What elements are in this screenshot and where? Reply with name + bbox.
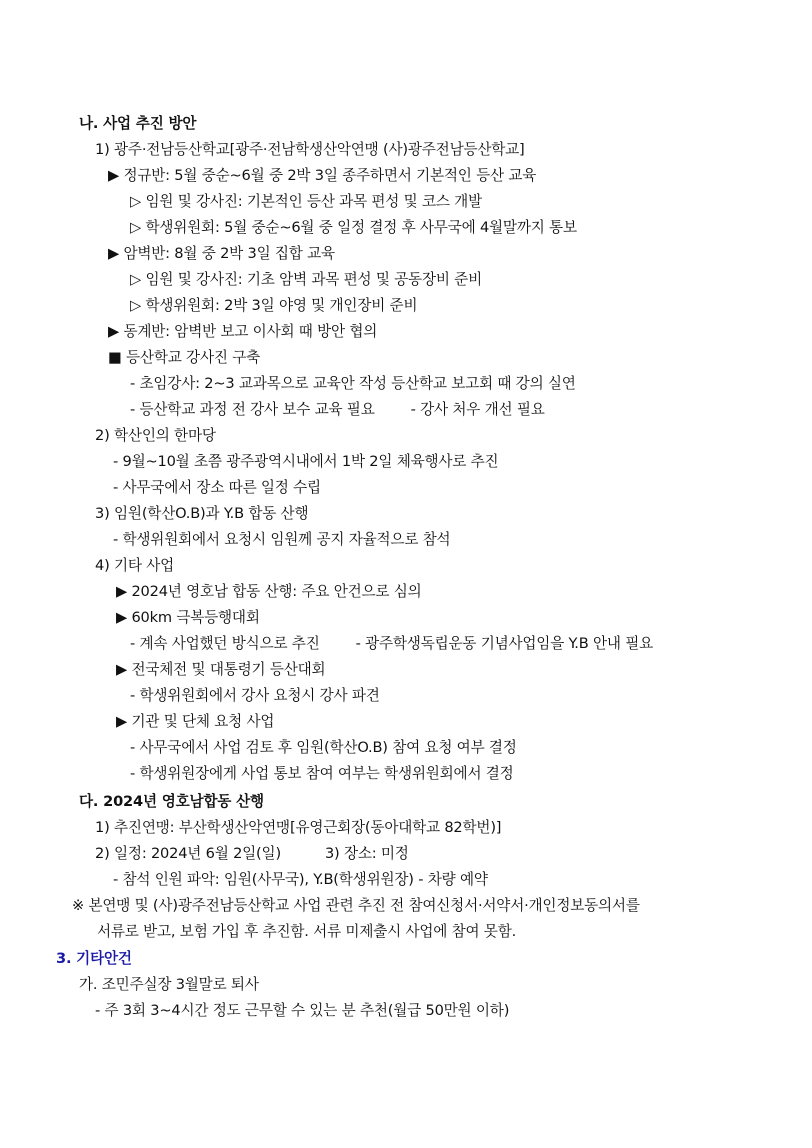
section-3-ga: 가. 조민주실장 3월말로 퇴사 [79, 976, 259, 993]
da-sub1: - 참석 인원 파악: 임원(사무국), Y.B(학생위원장) - 차량 예약 [113, 871, 488, 888]
item1-title: 1) 광주·전남등산학교[광주·전남학생산악연맹 (사)광주전남등산학교] [95, 141, 525, 158]
item2-sub2: - 사무국에서 장소 따른 일정 수립 [113, 479, 321, 496]
regular-sub1: ▷ 임원 및 강사진: 기본적인 등산 과목 편성 및 코스 개발 [130, 193, 482, 210]
item4-d: ▶ 기관 및 단체 요청 사업 [116, 713, 275, 730]
item4-d-sub2: - 학생위원장에게 사업 통보 참여 여부는 학생위원회에서 결정 [130, 765, 514, 782]
item3-sub1: - 학생위원회에서 요청시 임원께 공지 자율적으로 참석 [113, 531, 451, 548]
item4-b-sub-b: - 광주학생독립운동 기념사업임을 Y.B 안내 필요 [355, 635, 654, 652]
item4-b-sub-a: - 계속 사업했던 방식으로 추진 [130, 635, 320, 652]
instructors-heading: ■ 등산학교 강사진 구축 [108, 349, 260, 366]
section-3-heading: 3. 기타안건 [56, 950, 132, 967]
item4-c: ▶ 전국체전 및 대통령기 등산대회 [116, 661, 326, 678]
instructors-sub1: - 초임강사: 2~3 교과목으로 교육안 작성 등산학교 보고회 때 강의 실연 [130, 375, 576, 392]
item4-b-sub [130, 634, 653, 654]
item4-b: ▶ 60km 극복등행대회 [116, 609, 260, 626]
note-line1: ※ 본연맹 및 (사)광주전남등산학교 사업 관련 추진 전 참여신청서·서약서·개인정보동의서를 [72, 897, 640, 914]
da-schedule: 2) 일정: 2024년 6월 2일(일) [95, 845, 281, 862]
item2-sub1: - 9월~10월 초쯤 광주광역시내에서 1박 2일 체육행사로 추진 [113, 453, 499, 470]
instructors-sub2a: - 등산학교 과정 전 강사 보수 교육 필요 [130, 401, 375, 418]
da-location: 3) 장소: 미정 [324, 845, 409, 862]
item2-title: 2) 학산인의 한마당 [95, 427, 216, 444]
section-da-heading: 다. 2024년 영호남합동 산행 [79, 793, 264, 810]
section-na-heading: 나. 사업 추진 방안 [79, 115, 197, 132]
instructors-sub2 [130, 400, 545, 420]
da-item1: 1) 추진연맹: 부산학생산악연맹[유영근회장(동아대학교 82학번)] [95, 819, 502, 836]
item4-c-sub: - 학생위원회에서 강사 요청시 강사 파견 [130, 687, 380, 704]
rock-sub1: ▷ 임원 및 강사진: 기초 암벽 과목 편성 및 공동장비 준비 [130, 271, 482, 288]
rock-class: ▶ 암벽반: 8월 중 2박 3일 집합 교육 [108, 245, 335, 262]
item4-title: 4) 기타 사업 [95, 557, 175, 574]
section-3-ga-sub: - 주 3회 3~4시간 정도 근무할 수 있는 분 추천(월급 50만원 이하) [95, 1002, 510, 1019]
item4-d-sub1: - 사무국에서 사업 검토 후 임원(학산O.B) 참여 요청 여부 결정 [130, 739, 517, 756]
rock-sub2: ▷ 학생위원회: 2박 3일 야영 및 개인장비 준비 [130, 297, 418, 314]
da-item2 [95, 844, 409, 864]
item4-a: ▶ 2024년 영호남 합동 산행: 주요 안건으로 심의 [116, 583, 422, 600]
regular-sub2: ▷ 학생위원회: 5월 중순~6월 중 일정 결정 후 사무국에 4월말까지 통보 [130, 219, 577, 236]
regular-class: ▶ 정규반: 5월 중순~6월 중 2박 3일 종주하면서 기본적인 등산 교육 [108, 167, 537, 184]
winter-class: ▶ 동계반: 암벽반 보고 이사회 때 방안 협의 [108, 323, 378, 340]
item3-title: 3) 임원(학산O.B)과 Y.B 합동 산행 [95, 505, 309, 522]
note-line2: 서류로 받고, 보험 가입 후 추진함. 서류 미제출시 사업에 참여 못함. [97, 923, 517, 940]
instructors-sub2b: - 강사 처우 개선 필요 [410, 401, 545, 418]
